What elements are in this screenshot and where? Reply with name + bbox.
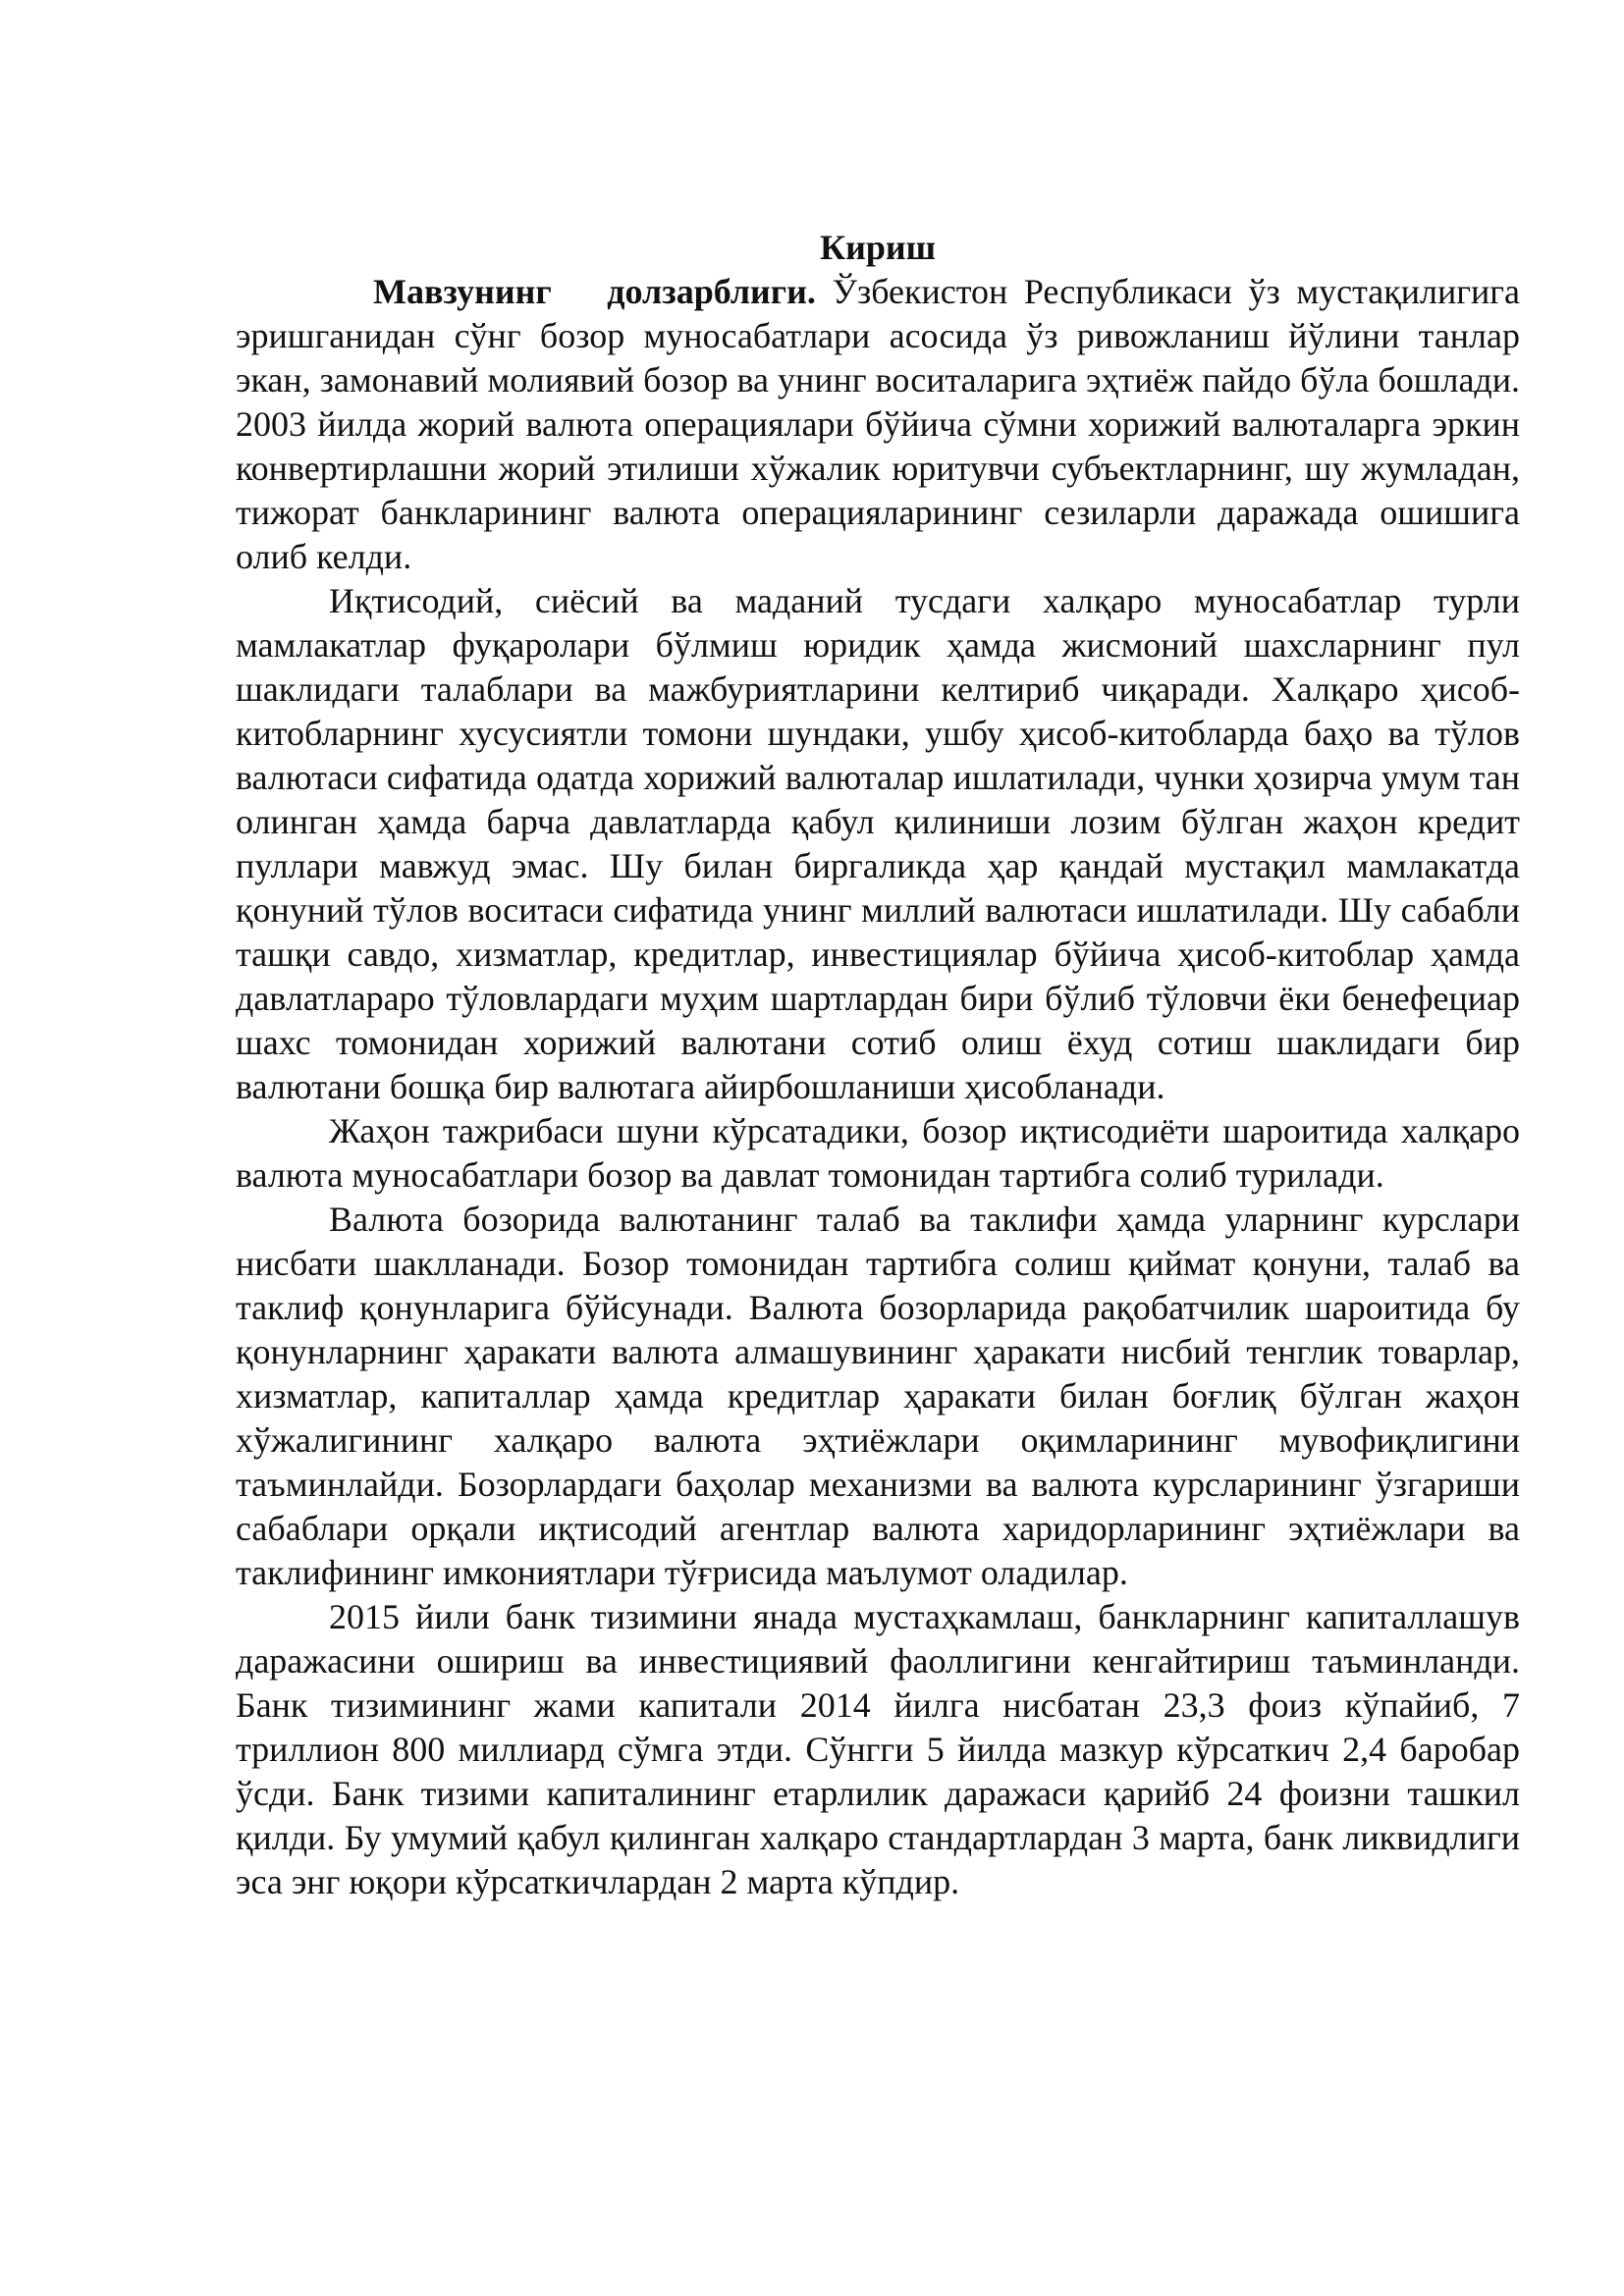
- paragraph-1: [236, 270, 1520, 579]
- document-page: [236, 226, 1520, 1904]
- paragraph-4: Валюта бозорида валютанинг талаб ва таклифи ҳамда уларнинг курслари нисбати шаклланади. Бозор томонидан тартибга солиш қиймат қонуни, талаб ва таклиф қонунларига бўйсунади. Валюта бозорларида рақобатчилик шароитида бу қонунларнинг ҳаракати валюта алмашувининг ҳаракати нисбий тенглик товарлар, хизматлар, капиталлар ҳамда кредитлар ҳаракати билан боғлиқ бўлган жаҳон хўжалигининг халқаро валюта эҳтиёжлари оқимларининг мувофиқлигини таъминлайди. Бозорлардаги баҳолар механизми ва валюта курсларининг ўзгариши сабаблари орқали иқтисодий агентлар валюта харидорларининг эҳтиёжлари ва таклифининг имкониятлари тўғрисида маълумот оладилар.: [236, 1200, 1520, 1592]
- paragraph-3: Жаҳон тажрибаси шуни кўрсатадики, бозор иқтисодиёти шароитида халқаро валюта муносабатлари бозор ва давлат томонидан тартибга солиб турилади.: [236, 1111, 1520, 1195]
- lead-heading: Мавзунинг долзарблиги.: [373, 272, 816, 311]
- paragraph-5: 2015 йили банк тизимини янада мустаҳкамлаш, банкларнинг капиталлашув даражасини ошириш ва инвестициявий фаоллигини кенгайтириш таъминланди. Банк тизимининг жами капитали 2014 йилга нисбатан 23,3 фоиз кўпайиб, 7 триллион 800 миллиард сўмга этди. Сўнгги 5 йилда мазкур кўрсаткич 2,4 баробар ўсди. Банк тизими капиталининг етарлилик даражаси қарийб 24 фоизни ташкил қилди. Бу умумий қабул қилинган халқаро стандартлардан 3 марта, банк ликвидлиги эса энг юқори кўрсаткичлардан 2 марта кўпдир.: [236, 1597, 1520, 1901]
- document-title: Кириш: [819, 228, 936, 267]
- paragraph-2: Иқтисодий, сиёсий ва маданий тусдаги халқаро муносабатлар турли мамлакатлар фуқаролари бўлмиш юридик ҳамда жисмоний шахсларнинг пул шаклидаги талаблари ва мажбуриятларини келтириб чиқаради. Халқаро ҳисоб-китобларнинг хусусиятли томони шундаки, ушбу ҳисоб-китобларда баҳо ва тўлов валютаси сифатида одатда хорижий валюталар ишлатилади, чунки ҳозирча умум тан олинган ҳамда барча давлатларда қабул қилиниши лозим бўлган жаҳон кредит пуллари мавжуд эмас. Шу билан биргаликда ҳар қандай мустақил мамлакатда қонуний тўлов воситаси сифатида унинг миллий валютаси ишлатилади. Шу сабабли ташқи савдо, хизматлар, кредитлар, инвестициялар бўйича ҳисоб-китоблар ҳамда давлатлараро тўловлардаги муҳим шартлардан бири бўлиб тўловчи ёки бенефециар шахс томонидан хорижий валютани сотиб олиш ёхуд сотиш шаклидаги бир валютани бошқа бир валютага айирбошланиши ҳисобланади.: [236, 581, 1520, 1106]
- paragraph-1-text: Ўзбекистон Республикаси ўз мустақилигига эришганидан сўнг бозор муносабатлари асосида ўз ривожланиш йўлини танлар экан, замонавий молиявий бозор ва унинг воситаларига эҳтиёж пайдо бўла бошлади. 2003 йилда жорий валюта операциялари бўйича сўмни хорижий валюталарга эркин конвертирлашни жорий этилиши хўжалик юритувчи субъектларнинг, шу жумладан, тижорат банкларининг валюта операцияларининг сезиларли даражада ошишига олиб келди.: [236, 272, 1520, 576]
